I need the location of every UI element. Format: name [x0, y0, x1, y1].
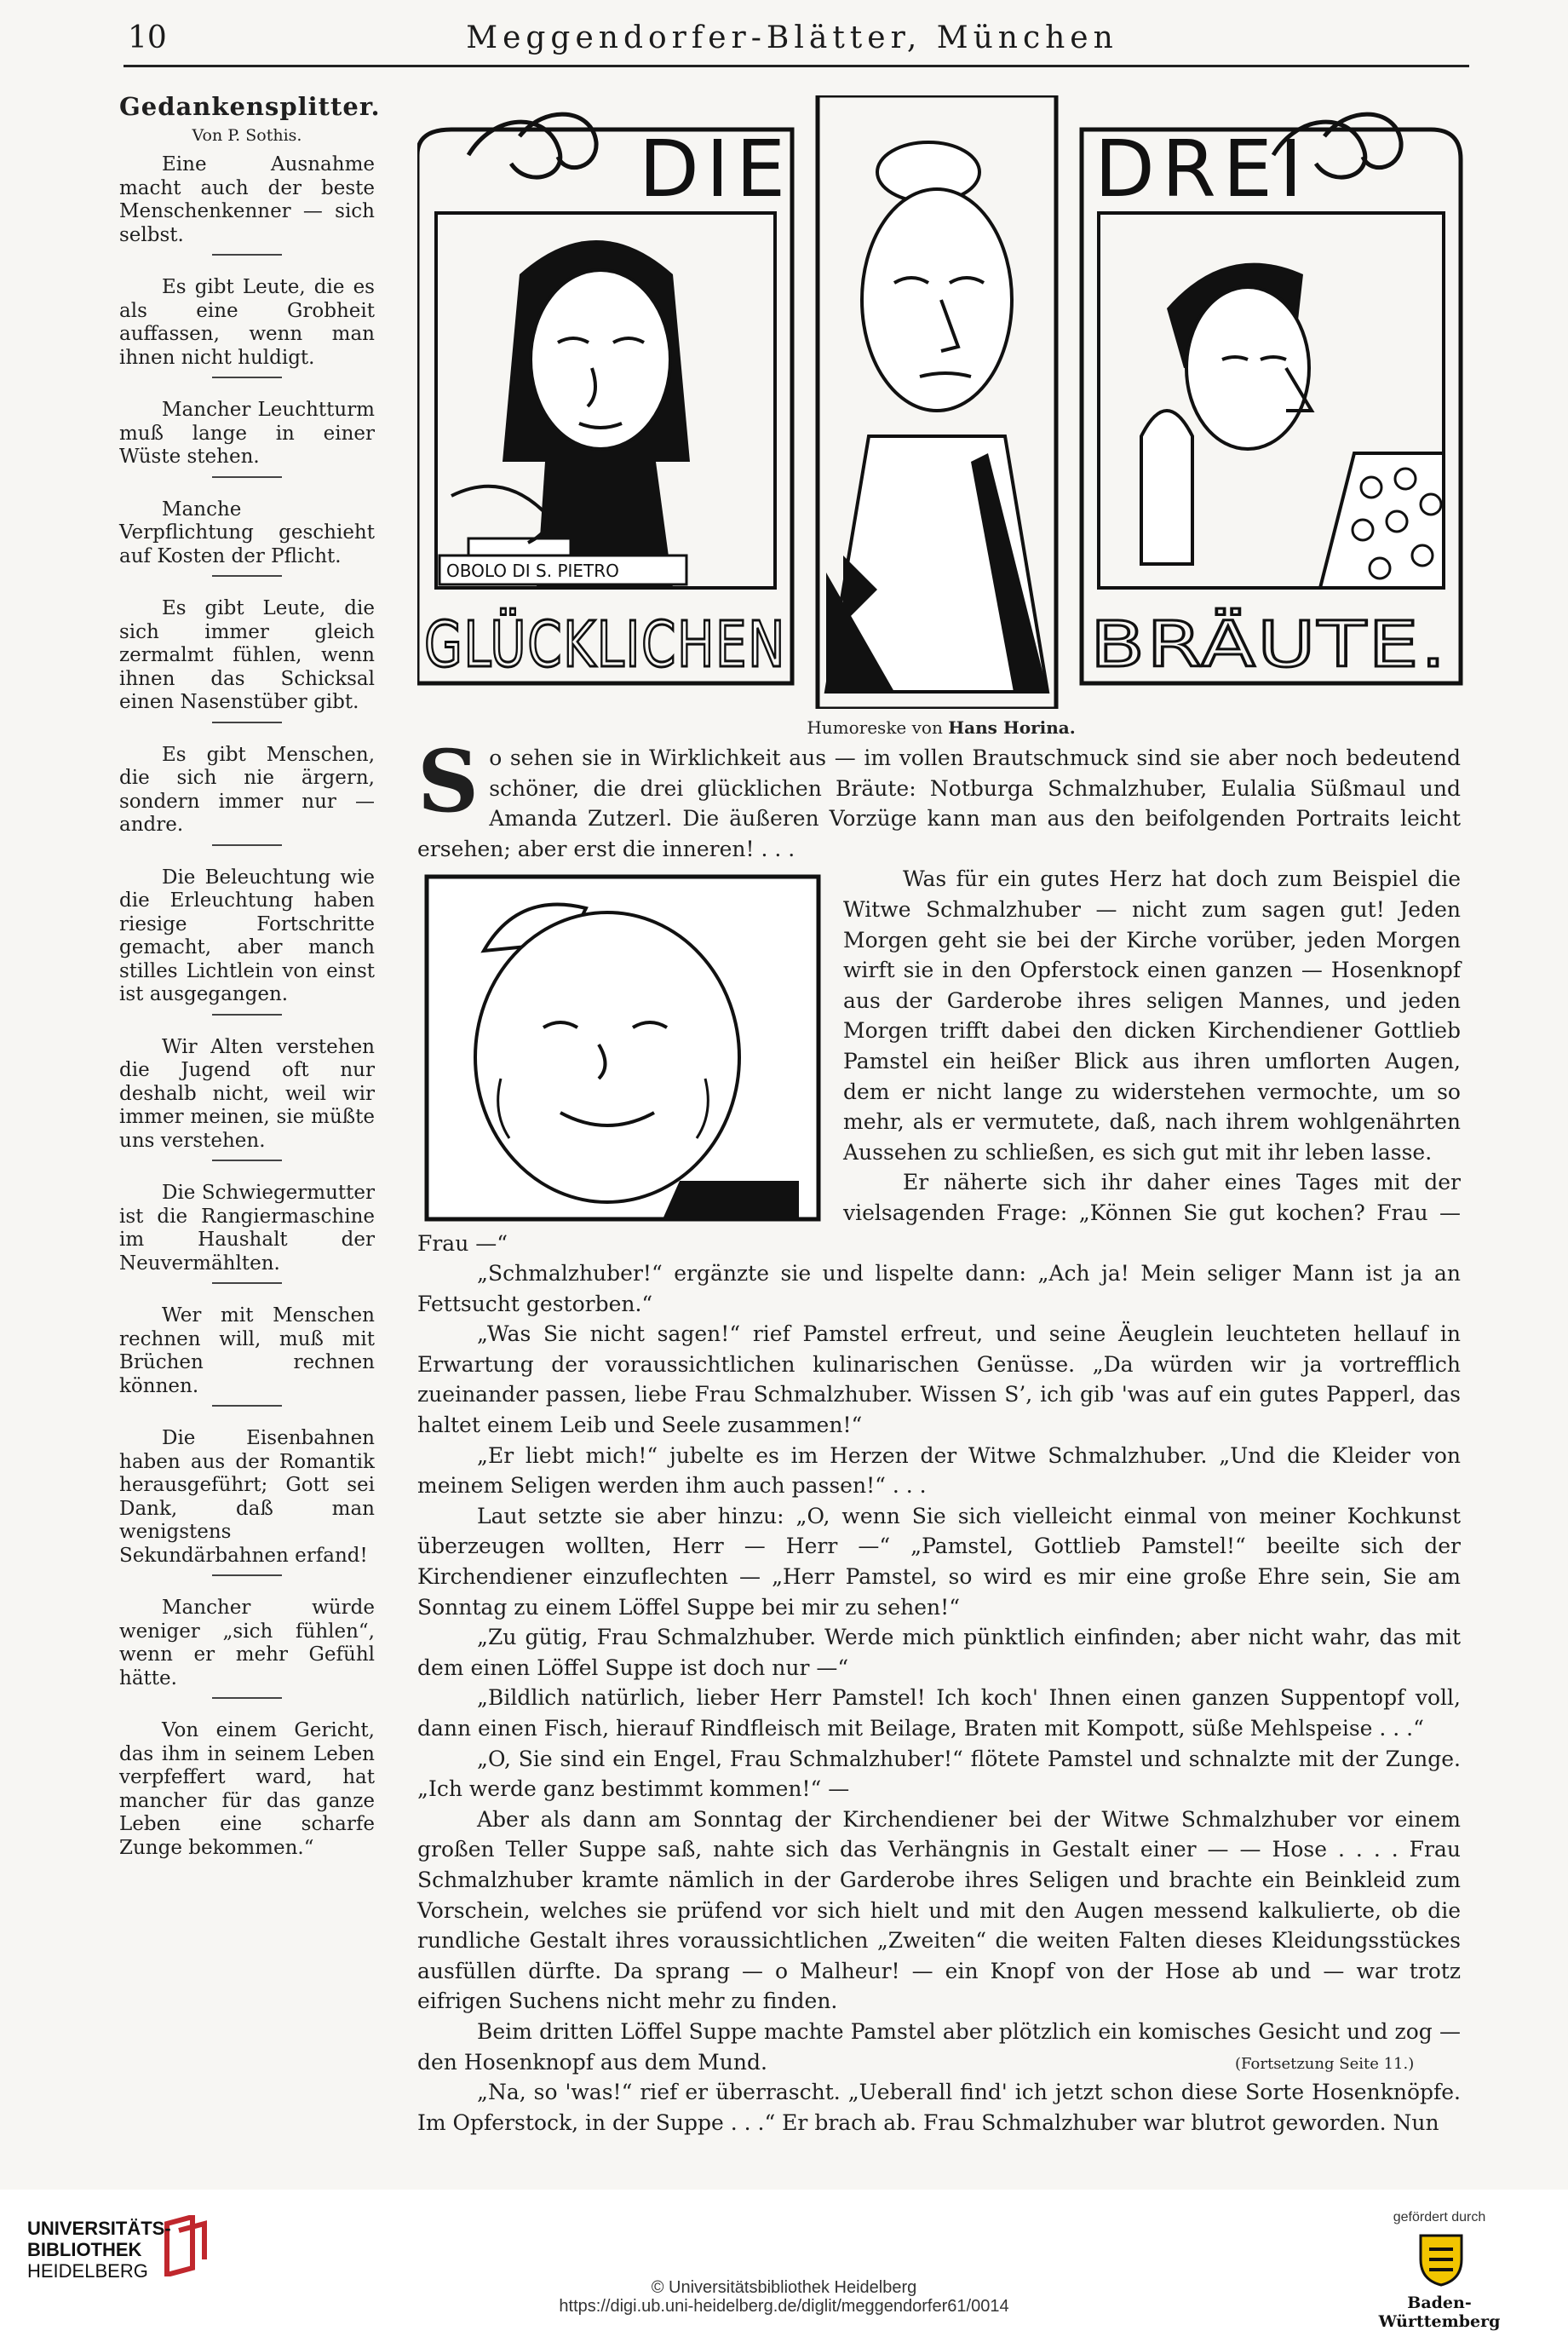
praying-bride-portrait [1141, 263, 1444, 588]
aphorism: Von einem Gericht, das ihm in seinem Leben verpfeffert ward, hat mancher für das ganze Leben eine scharfe Zunge bekommen.“ [119, 1719, 375, 1859]
continuation-note: (Fortsetzung Seite 11.) [1235, 2055, 1415, 2073]
state-name: Baden-Württemberg [1378, 2294, 1501, 2331]
page-header [0, 0, 1568, 68]
source-url[interactable]: https://digi.ub.uni-heidelberg.de/diglit/meggendorfer61/0014 [559, 2297, 1009, 2316]
aphorism-separator [212, 844, 282, 846]
paragraph-text: o sehen sie in Wirklichkeit aus — im vollen Brautschmuck sind sie aber noch bedeutend schöner, die drei glücklichen Bräute: Notburga Schmalzhuber, Eulalia Süßmaul und Amanda Zutzerl. Die äußeren Vorzüge kann man aus den beifolgenden Portraits leicht ersehen; aber erst die inneren! . . . [417, 745, 1461, 861]
die-drei-gluecklichen-braeute-illustration [417, 95, 1465, 709]
article-paragraph [417, 731, 1461, 864]
offering-box-label: OBOLO DI S. PIETRO [446, 561, 619, 581]
library-name [27, 2218, 171, 2282]
aphorism-separator [212, 722, 282, 723]
article-paragraph: Aber als dann am Sonntag der Kirchendiener bei der Witwe Schmalzhuber vor einem großen Teller Suppe saß, nahte sich das Verhängnis in Gestalt einer — — Hose . . . . Frau Schmalzhuber kramte nämlich in der Garderobe ihres Seligen und brachte ein Beinkleid zum Vorschein, welches sie prüfend vor sich hielt und mit den Augen messend kalkulierte, ob die rundliche Gestalt ihres voraussichtlichen „Zweiten“ die weiten Falten dieses Kleidungsstückes ausfüllen dürfte. Da sprang — o Malheur! — ein Knopf von der Hose ab und — war trotz eifrigen Suchens nicht mehr zu finden. [417, 1806, 1461, 2014]
aphorism-separator [212, 1282, 282, 1284]
aphorism-separator [212, 1405, 282, 1407]
aphorism-separator [212, 1574, 282, 1576]
aphorism-separator [212, 476, 282, 478]
aphorism-separator [212, 1697, 282, 1699]
aphorism: Eine Ausnahme macht auch der beste Menschenkenner — sich selbst. [119, 153, 375, 246]
drop-cap: S [417, 731, 480, 832]
copyright-notice: © Universitätsbibliothek Heidelberg [651, 2278, 917, 2297]
title-word-drei: DREI [1094, 124, 1310, 215]
article-paragraph: Was für ein gutes Herz hat doch zum Beispiel die Witwe Schmalzhuber — nicht zum sagen gut! Jeden Morgen geht sie bei der Kirche vorüber, jeden Morgen wirft sie in den Opferstock einen ganzen — Hosenknopf aus der Garderobe ihres seligen Mannes, und jeden Morgen trifft dabei den dicken Kirchendiener Gottlieb Pamstel ein heißer Blick aus ihren umflorten Augen, dem er nicht lange zu widerstehen vermochte, um so mehr, als er vermutete, daß, nach ihrem wohlgenährten Aussehen zu schließen, es sich gut mit ihr leben lasse. [843, 866, 1461, 1165]
aphorism-separator [212, 1160, 282, 1161]
aphorism-separator [212, 575, 282, 577]
aphorism-list [119, 153, 375, 1860]
aphorism-column [119, 92, 381, 1860]
sexton-pamstel-portrait [424, 874, 821, 1222]
article-paragraph: „Bildlich natürlich, lieber Herr Pamstel! Ich koch' Ihnen einen ganzen Suppentopf voll, dann einen Fisch, hierauf Rindfleisch mit Beilage, Braten mit Kompott, süße Mehlspeise . . .“ [417, 1685, 1461, 1741]
library-line-3: HEIDELBERG [27, 2260, 148, 2282]
title-word-die: DIE [639, 124, 793, 215]
aphorism-title: Gedankensplitter. [119, 92, 381, 121]
article-paragraph: „O, Sie sind ein Engel, Frau Schmalzhuber!“ flötete Pamstel und schnalzte mit der Zunge. „Ich werde ganz bestimmt kommen!“ — [417, 1746, 1461, 1802]
story-text [417, 731, 1461, 2138]
aphorism-author: Von P. Sothis. [192, 126, 302, 145]
widow-portrait [439, 240, 690, 588]
article-paragraph: Laut setzte sie aber hinzu: „O, wenn Sie sich vielleicht einmal von meiner Kochkunst überzeugen wollten, Herr — Herr —“ „Pamstel, Gottlieb Pamstel!“ beeilte sich der Kirchendiener einzuflechten — „Herr Pamstel, so wird es mir eine große Ehre sein, Sie am Sonntag zu einem Löffel Suppe bei mir zu sehen!“ [417, 1503, 1461, 1620]
state-coat-of-arms-icon [1417, 2230, 1465, 2287]
aphorism: Mancher würde weniger „sich fühlen“, wenn er mehr Gefühl hätte. [119, 1597, 375, 1689]
aphorism: Die Beleuchtung wie die Erleuchtung haben riesige Fortschritte gemacht, aber manch stilles Lichtlein von einst ist ausgegangen. [119, 866, 375, 1005]
aphorism: Die Schwiegermutter ist die Rangiermaschine im Haushalt der Neuvermählten. [119, 1182, 375, 1275]
running-title: Meggendorfer-Blätter, München [466, 20, 1118, 55]
aphorism-separator [212, 254, 282, 256]
funded-by-label: gefördert durch [1393, 2210, 1486, 2225]
aphorism-separator [212, 1014, 282, 1016]
aphorism: Es gibt Menschen, die sich nie ärgern, sondern immer nur — andre. [119, 743, 375, 836]
aphorism: Mancher Leuchtturm muß lange in einer Wüste stehen. [119, 399, 375, 468]
article-paragraph: Er näherte sich ihr daher eines Tages mit der vielsagenden Frage: „Können Sie gut kochen? Frau — Frau —“ [417, 1170, 1461, 1256]
stern-bride-portrait [826, 142, 1048, 692]
title-word-gluecklichen: GLÜCKLICHEN [424, 608, 887, 682]
aphorism: Es gibt Leute, die sich immer gleich zermalmt fühlen, wenn ihnen das Schicksal einen Nasenstüber gibt. [119, 597, 375, 713]
page-number: 10 [128, 20, 167, 55]
article-paragraph: „Schmalzhuber!“ ergänzte sie und lispelte dann: „Ach ja! Mein seliger Mann ist ja an Fettsucht gestorben.“ [417, 1261, 1461, 1316]
library-line-2: BIBLIOTHEK [27, 2239, 142, 2260]
byline-author: Hans Horina. [948, 717, 1076, 738]
article-paragraph: „Er liebt mich!“ jubelte es im Herzen der Witwe Schmalzhuber. „Und die Kleider von meinem Seligen werden ihm auch passen!“ . . . [417, 1442, 1461, 1499]
aphorism-separator [212, 377, 282, 378]
header-rule [123, 65, 1469, 67]
story-byline [417, 717, 1465, 738]
aphorism: Manche Verpflichtung geschieht auf Kosten der Pflicht. [119, 498, 375, 567]
article-paragraph: „Zu gütig, Frau Schmalzhuber. Werde mich pünktlich einfinden; aber nicht wahr, das mit dem einen Löffel Suppe ist doch nur —“ [417, 1625, 1461, 1680]
library-line-1: UNIVERSITÄTS- [27, 2218, 171, 2239]
title-word-braeute: BRÄUTE. [1090, 608, 1375, 682]
aphorism: Wer mit Menschen rechnen will, muß mit Brüchen rechnen können. [119, 1304, 375, 1397]
byline-prefix: Humoreske von [807, 717, 943, 738]
article-paragraph: „Was Sie nicht sagen!“ rief Pamstel erfreut, und seine Äeuglein leuchteten hellauf in Erwartung der voraussichtlichen kulinarischen Genüsse. „Da würden wir ja vortrefflich zueinander passen, liebe Frau Schmalzhuber. Wissen S’, ich gib 'was auf ein gutes Papperl, das haltet einem Leib und Seele zusammen!“ [417, 1321, 1461, 1438]
article-paragraph: Beim dritten Löffel Suppe machte Pamstel aber plötzlich ein komisches Gesicht und zog — den Hosenknopf aus dem Mund. [417, 2018, 1461, 2075]
aphorism: Wir Alten verstehen die Jugend oft nur deshalb nicht, weil wir immer meinen, sie müßte uns verstehen. [119, 1035, 375, 1152]
article-paragraph: „Na, so 'was!“ rief er überrascht. „Ueberall find' ich jetzt schon diese Sorte Hosenknöpfe. Im Opferstock, in der Suppe . . .“ Er brach ab. Frau Schmalzhuber war blutrot geworden. Nun [417, 2080, 1461, 2135]
aphorism: Es gibt Leute, die es als eine Grobheit auffassen, wenn man ihnen nicht huldigt. [119, 276, 375, 369]
aphorism: Die Eisenbahnen haben aus der Romantik herausgeführt; Gott sei Dank, daß man wenigstens Sekundärbahnen erfand! [119, 1427, 375, 1567]
